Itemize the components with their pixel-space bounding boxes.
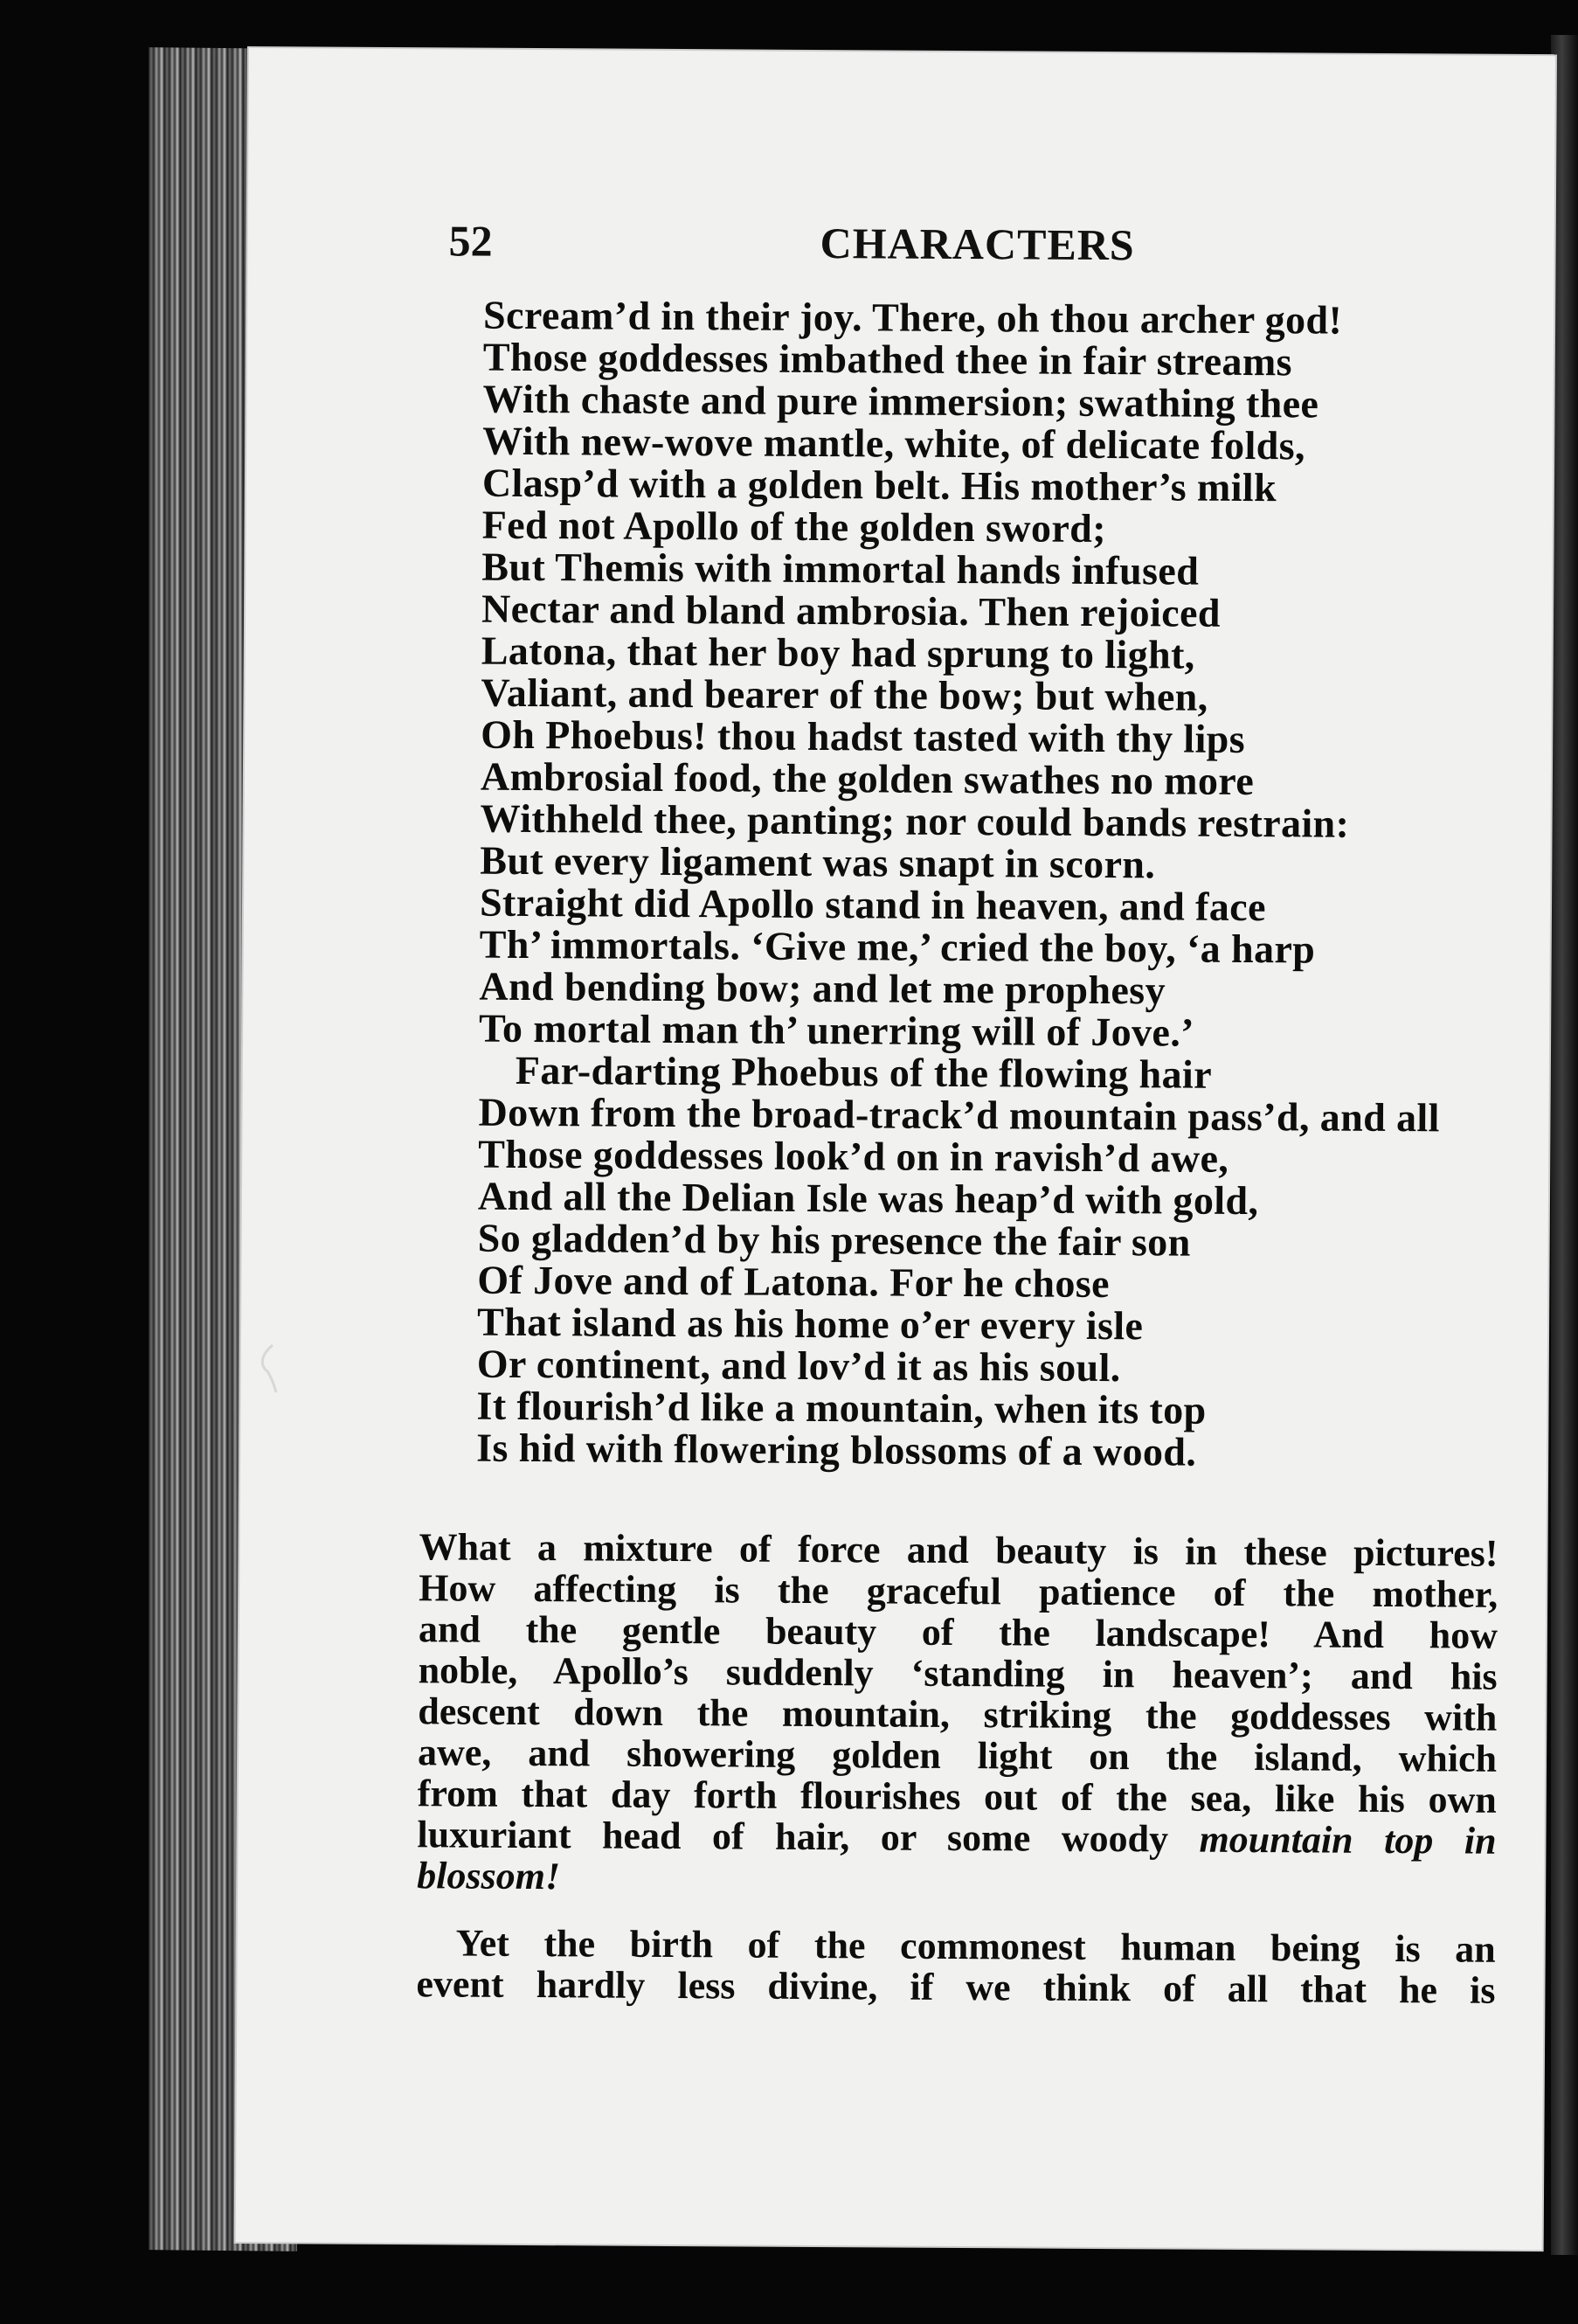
prose-line: event hardly less divine, if we think of all that he is — [416, 1962, 1496, 2012]
prose-text: luxuriant head of hair, or some woody — [417, 1813, 1169, 1861]
poem-line: Those goddesses look’d on in ravish’d awe, — [478, 1131, 1229, 1181]
italic-phrase: blossom! — [417, 1854, 561, 1898]
prose-line: What a mixture of force and beauty is in these pictures! — [419, 1525, 1498, 1575]
prose-line: Yet the birth of the commonest human being is an — [455, 1921, 1496, 1971]
poem-line: So gladden’d by his presence the fair son — [477, 1215, 1191, 1265]
poem-block — [476, 292, 1532, 1475]
prose-line — [417, 1855, 1496, 1903]
poem-line: Latona, that her boy had sprung to light, — [481, 628, 1195, 677]
poem-line: Is hid with flowering blossoms of a wood. — [476, 1425, 1197, 1474]
poem-line: Far-darting Phoebus of the flowing hair — [515, 1047, 1213, 1097]
poem-line: Ambrosial food, the golden swathes no more — [480, 753, 1255, 804]
poem-line: Or continent, and lov’d it as his soul. — [476, 1341, 1121, 1391]
poem-line: Withheld thee, panting; nor could bands restrain: — [480, 795, 1350, 846]
running-title: CHARACTERS — [820, 218, 1135, 270]
prose-line: descent down the mountain, striking the goddesses with — [418, 1689, 1498, 1739]
poem-line: Clasp’d with a golden belt. His mother’s milk — [481, 460, 1277, 510]
prose-line: How affecting is the graceful patience of the mother, — [419, 1566, 1498, 1616]
margin-pencil-mark — [253, 1342, 280, 1394]
poem-line: It flourish’d like a mountain, when its top — [476, 1383, 1207, 1433]
prose-line — [417, 1814, 1496, 1862]
book-page — [236, 48, 1555, 2250]
italic-phrase: mountain top in — [1199, 1817, 1497, 1863]
poem-line: And bending bow; and let me prophesy — [479, 963, 1166, 1013]
poem-line: But Themis with immortal hands infused — [481, 544, 1200, 593]
poem-line: Of Jove and of Latona. For he chose — [477, 1257, 1111, 1307]
poem-line: To mortal man th’ unerring will of Jove.’ — [479, 1005, 1195, 1055]
poem-line: With chaste and pure immersion; swathing thee — [482, 376, 1319, 427]
prose-block — [416, 1526, 1498, 2011]
page-header — [448, 215, 1322, 290]
poem-line: And all the Delian Isle was heap’d with gold, — [477, 1173, 1259, 1224]
poem-line: But every ligament was snapt in scorn. — [480, 837, 1156, 887]
poem-line: Th’ immortals. ‘Give me,’ cried the boy, ‘a harp — [479, 921, 1316, 972]
prose-line: from that day forth flourishes out of the sea, like his own — [417, 1772, 1497, 1821]
poem-line: That island as his home o’er every isle — [476, 1299, 1144, 1349]
poem-line: Straight did Apollo stand in heaven, and face — [479, 879, 1267, 930]
poem-line: Valiant, and bearer of the bow; but when, — [481, 669, 1208, 719]
poem-line: Fed not Apollo of the golden sword; — [481, 502, 1107, 552]
prose-line: awe, and showering golden light on the island, which — [417, 1731, 1498, 1780]
poem-line: Oh Phoebus! thou hadst tasted with thy lips — [481, 711, 1246, 761]
book-binding-edge — [1551, 35, 1578, 2255]
poem-line: Down from the broad-track’d mountain pass’d, and all — [478, 1089, 1440, 1141]
poem-line: Nectar and bland ambrosia. Then rejoiced — [481, 586, 1222, 635]
page-number: 52 — [448, 216, 493, 266]
poem-line: Scream’d in their joy. There, oh thou archer god! — [482, 292, 1343, 343]
prose-line: and the gentle beauty of the landscape! And how — [418, 1607, 1498, 1657]
poem-line: Those goddesses imbathed thee in fair streams — [482, 334, 1293, 385]
prose-line: noble, Apollo’s suddenly ‘standing in heaven’; and his — [418, 1648, 1498, 1698]
poem-line: With new-wove mantle, white, of delicate folds, — [482, 418, 1306, 468]
